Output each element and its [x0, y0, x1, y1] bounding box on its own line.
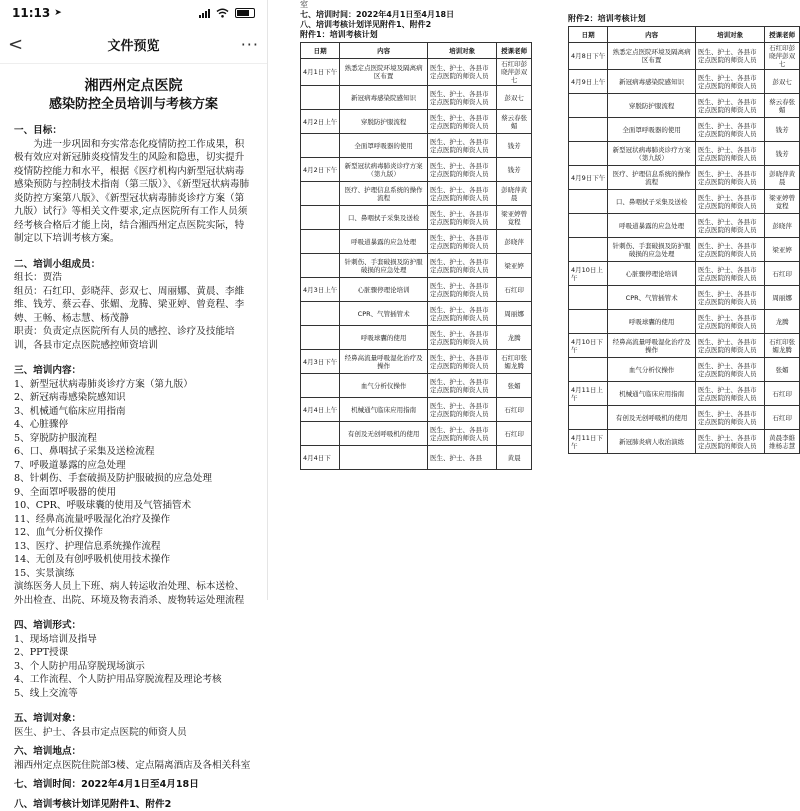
content-cell: 血气分析仪操作	[340, 374, 428, 398]
teacher-cell: 张媚	[765, 358, 800, 382]
target-cell: 医生、护士、各县市定点医院的师资人员	[428, 350, 497, 374]
teacher-cell: 周丽娜	[497, 302, 532, 326]
doc-line: 6、口、鼻咽拭子采集及送检流程	[14, 445, 253, 459]
date-cell	[569, 238, 608, 262]
table-row	[569, 406, 800, 430]
target-cell: 医生、护士、各县市定点医院的师资人员	[428, 230, 497, 254]
target-cell: 医生、护士、各县市定点医院的师资人员	[696, 70, 765, 94]
target-cell: 医生、护士、各县市定点医院的师资人员	[696, 238, 765, 262]
doc-line: 职责：负责定点医院所有人员的感控、诊疗及技能培训，各县市定点医院感控师资培训	[14, 325, 253, 352]
date-cell	[301, 422, 340, 446]
teacher-cell: 钱芳	[497, 158, 532, 182]
table-header: 内容	[340, 43, 428, 59]
teacher-cell: 石红印	[765, 382, 800, 406]
doc-line: 11、经鼻高流量呼吸湿化治疗及操作	[14, 513, 253, 527]
content-cell: 血气分析仪操作	[608, 358, 696, 382]
target-cell: 医生、护士、各县市定点医院的师资人员	[428, 110, 497, 134]
content-cell: 新型冠状病毒肺炎诊疗方案（第九版）	[608, 142, 696, 166]
doc-line: 15、实景演练	[14, 567, 253, 581]
target-cell: 医生、护士、各县市定点医院的师资人员	[428, 134, 497, 158]
content-cell: 心脏骤停理论培训	[340, 278, 428, 302]
date-cell: 4月2日上午	[301, 110, 340, 134]
target-cell: 医生、护士、各县市定点医院的师资人员	[696, 142, 765, 166]
date-cell: 4月2日下午	[301, 158, 340, 182]
table-row	[301, 446, 532, 470]
target-cell: 医生、护士、各县市定点医院的师资人员	[696, 286, 765, 310]
target-cell: 医生、护士、各县市定点医院的师资人员	[696, 262, 765, 286]
target-cell: 医生、护士、各县市定点医院的师资人员	[428, 278, 497, 302]
table-row	[569, 358, 800, 382]
teacher-cell: 龙腾	[765, 310, 800, 334]
doc-line: 8、针刺伤、手套破损及防护服破损的应急处理	[14, 472, 253, 486]
content-cell: 有创及无创呼吸机的使用	[608, 406, 696, 430]
teacher-cell: 彭双七	[765, 70, 800, 94]
more-options-button[interactable]: ···	[235, 35, 259, 54]
content-cell: 熟悉定点医院环境及隔离病区布置	[608, 43, 696, 70]
content-cell: 全面罩呼吸器的使用	[608, 118, 696, 142]
table-row	[301, 350, 532, 374]
back-button[interactable]: <	[8, 34, 32, 55]
table-body	[569, 43, 800, 454]
nav-bar	[0, 26, 267, 64]
section-heading: 三、培训内容：	[14, 364, 253, 378]
target-cell: 医生、护士、各县市定点医院的师资人员	[696, 406, 765, 430]
teacher-cell: 石红印张媚龙腾	[765, 334, 800, 358]
doc-line: 3、个人防护用品穿脱现场演示	[14, 660, 253, 674]
date-cell: 4月1日下午	[301, 59, 340, 86]
location-arrow-icon: ➤	[54, 8, 62, 18]
date-cell: 4月4日上午	[301, 398, 340, 422]
teacher-cell: 黄晨	[497, 446, 532, 470]
doc-line: 演练医务人员上下班、病人转运收治处理、标本送检、外出检查、出院、环境及物表消杀、废物转运处理流程	[14, 580, 253, 607]
teacher-cell: 蔡云春张媚	[765, 94, 800, 118]
date-cell	[301, 230, 340, 254]
table-row	[301, 326, 532, 350]
content-cell: 机械通气临床应用指南	[608, 382, 696, 406]
document-body	[0, 64, 267, 811]
teacher-cell: 彭晓萍	[765, 214, 800, 238]
date-cell: 4月9日上午	[569, 70, 608, 94]
teacher-cell: 石红印彭晓萍彭双七	[497, 59, 532, 86]
doc-line: 1、新型冠状病毒肺炎诊疗方案（第九版）	[14, 378, 253, 392]
teacher-cell: 石红印	[765, 406, 800, 430]
date-cell	[569, 406, 608, 430]
table-caption: 附件1：培训考核计划	[300, 30, 532, 40]
doc-line: 12、血气分析仪操作	[14, 526, 253, 540]
table-row	[301, 182, 532, 206]
section-heading: 六、培训地点：	[14, 745, 253, 759]
teacher-cell: 钱芳	[765, 118, 800, 142]
doc-line: 10、CPR、呼吸球囊的使用及气管插管术	[14, 499, 253, 513]
table-row	[301, 110, 532, 134]
date-cell: 4月11日上午	[569, 382, 608, 406]
table-row	[301, 134, 532, 158]
teacher-cell: 彭晓萍黄晨	[765, 166, 800, 190]
date-cell	[569, 142, 608, 166]
table-header: 培训对象	[428, 43, 497, 59]
document-page-1	[300, 0, 532, 600]
target-cell: 医生、护士、各县市定点医院的师资人员	[428, 206, 497, 230]
date-cell: 4月4日下	[301, 446, 340, 470]
table-header: 培训对象	[696, 27, 765, 43]
teacher-cell: 钱芳	[497, 134, 532, 158]
table-row	[569, 334, 800, 358]
teacher-cell: 黄晨李維维杨志慧	[765, 430, 800, 454]
teacher-cell: 梁亚婷曾竟程	[497, 206, 532, 230]
table-row	[301, 422, 532, 446]
target-cell: 医生、护士、各县市定点医院的师资人员	[696, 166, 765, 190]
doc-line: 9、全面罩呼吸器的使用	[14, 486, 253, 500]
teacher-cell: 彭双七	[497, 86, 532, 110]
date-cell	[569, 190, 608, 214]
teacher-cell: 石红印	[497, 422, 532, 446]
content-cell: 针刺伤、手套破损及防护服破损的应急处理	[608, 238, 696, 262]
doc-title-1: 湘西州定点医院	[14, 76, 253, 96]
content-cell: 经鼻高流量呼吸湿化治疗及操作	[340, 350, 428, 374]
table-row	[569, 262, 800, 286]
date-cell	[301, 302, 340, 326]
date-cell: 4月11日下午	[569, 430, 608, 454]
target-cell: 医生、护士、各县市定点医院的师资人员	[696, 94, 765, 118]
content-cell: 呼吸道暴露的应急处理	[608, 214, 696, 238]
table-header: 内容	[608, 27, 696, 43]
date-cell	[301, 86, 340, 110]
table-row	[569, 94, 800, 118]
teacher-cell: 石红印彭晓萍彭双七	[765, 43, 800, 70]
section-heading: 四、培训形式：	[14, 619, 253, 633]
table-row	[569, 382, 800, 406]
table-row	[569, 310, 800, 334]
table-header: 日期	[301, 43, 340, 59]
target-cell: 医生、护士、各县市定点医院的师资人员	[428, 374, 497, 398]
doc-line: 2、新冠病毒感染院感知识	[14, 391, 253, 405]
date-cell	[301, 254, 340, 278]
doc-line: 7、呼吸道暴露的应急处理	[14, 459, 253, 473]
doc-line: 组员：石红印、彭晓萍、彭双七、周丽娜、黄晨、李維维、钱芳、蔡云春、张媚、龙腾、梁亚婷、曾竟程、李娉、王畅、杨志慧、杨茂静	[14, 285, 253, 326]
table-row	[569, 142, 800, 166]
doc-line: 2、PPT授课	[14, 646, 253, 660]
table-row	[301, 230, 532, 254]
table-row	[301, 398, 532, 422]
doc-line: 14、无创及有创呼吸机使用技术操作	[14, 553, 253, 567]
teacher-cell: 张媚	[497, 374, 532, 398]
teacher-cell: 石红印	[765, 262, 800, 286]
teacher-cell: 蔡云春张媚	[497, 110, 532, 134]
content-cell: 呼吸道暴露的应急处理	[340, 230, 428, 254]
table-row	[569, 166, 800, 190]
date-cell	[569, 286, 608, 310]
target-cell: 医生、护士、各县市定点医院的师资人员	[696, 382, 765, 406]
teacher-cell: 石红印	[497, 278, 532, 302]
target-cell: 医生、护士、各县市定点医院的师资人员	[696, 43, 765, 70]
section-heading: 七、培训时间：2022年4月1日至4月18日	[14, 778, 253, 792]
table-header: 授课老师	[765, 27, 800, 43]
date-cell: 4月3日下午	[301, 350, 340, 374]
doc-line: 3、机械通气临床应用指南	[14, 405, 253, 419]
date-cell	[569, 118, 608, 142]
teacher-cell: 石红印张媚龙腾	[497, 350, 532, 374]
content-cell: 有创及无创呼吸机的使用	[340, 422, 428, 446]
date-cell	[569, 94, 608, 118]
teacher-cell: 钱芳	[765, 142, 800, 166]
content-cell	[340, 446, 428, 470]
table-row	[301, 302, 532, 326]
content-cell: 新冠病毒感染院感知识	[340, 86, 428, 110]
table-row	[301, 254, 532, 278]
table-row	[301, 158, 532, 182]
doc-line: 湘西州定点医院住院部3楼、定点隔离酒店及各相关科室	[14, 759, 253, 773]
content-cell: 医疗、护理信息系统的操作流程	[608, 166, 696, 190]
target-cell: 医生、护士、各县市定点医院的师资人员	[696, 310, 765, 334]
section-text: 为进一步巩固和夯实常态化疫情防控工作成果，积极有效应对新冠肺炎疫情发生的风险和隐患，切实提升疫情防控能力和水平，根据《医疗机构内新型冠状病毒感染预防与控制技术指南（第三版）》、《新型冠状病毒肺炎防控方案第八版》、《新型冠状病毒肺炎诊疗方案（第九版）试行》等相关文件要求,定点医院所有工作人员须经考核合格后才能上岗，结合湘西州定点医院实际，特制定以下培训考核方案。	[14, 138, 253, 246]
table-row	[301, 206, 532, 230]
table-header-row	[569, 27, 800, 43]
wifi-icon	[216, 8, 229, 18]
content-cell: 穿脱防护服流程	[608, 94, 696, 118]
doc-line: 1、现场培训及指导	[14, 633, 253, 647]
page-text: 室	[300, 0, 532, 10]
table-row	[569, 70, 800, 94]
document-page-2	[568, 0, 800, 600]
date-cell	[301, 134, 340, 158]
teacher-cell: 龙腾	[497, 326, 532, 350]
content-cell: 新型冠状病毒肺炎诊疗方案（第九版）	[340, 158, 428, 182]
content-cell: 机械通气临床应用指南	[340, 398, 428, 422]
phone-screen	[0, 0, 268, 600]
teacher-cell: 周丽娜	[765, 286, 800, 310]
content-cell: 呼吸球囊的使用	[608, 310, 696, 334]
date-cell	[569, 310, 608, 334]
section-heading: 二、培训小组成员：	[14, 258, 253, 272]
content-cell: 经鼻高流量呼吸湿化治疗及操作	[608, 334, 696, 358]
date-cell	[301, 182, 340, 206]
target-cell: 医生、护士、各县	[428, 446, 497, 470]
content-cell: 熟悉定点医院环境及隔离病区布置	[340, 59, 428, 86]
teacher-cell: 彭晓萍	[497, 230, 532, 254]
nav-title: 文件预览	[107, 35, 159, 54]
date-cell: 4月9日下午	[569, 166, 608, 190]
table-body	[301, 59, 532, 470]
schedule-table-2	[568, 26, 800, 454]
doc-line: 5、线上交流等	[14, 687, 253, 701]
teacher-cell: 彭晓萍黄晨	[497, 182, 532, 206]
table-row	[301, 374, 532, 398]
content-cell: 口、鼻咽拭子采集及送检	[608, 190, 696, 214]
content-cell: 新冠肺炎病人收治演练	[608, 430, 696, 454]
target-cell: 医生、护士、各县市定点医院的师资人员	[428, 398, 497, 422]
status-bar	[0, 0, 267, 26]
table-row	[569, 118, 800, 142]
target-cell: 医生、护士、各县市定点医院的师资人员	[428, 182, 497, 206]
table-row	[301, 278, 532, 302]
target-cell: 医生、护士、各县市定点医院的师资人员	[696, 334, 765, 358]
table-row	[569, 214, 800, 238]
target-cell: 医生、护士、各县市定点医院的师资人员	[696, 430, 765, 454]
doc-line: 4、心脏骤停	[14, 418, 253, 432]
table-header: 日期	[569, 27, 608, 43]
schedule-table-1	[300, 42, 532, 470]
content-cell: 呼吸球囊的使用	[340, 326, 428, 350]
table-row	[301, 86, 532, 110]
page-text: 八、培训考核计划详见附件1、附件2	[300, 20, 532, 30]
content-cell: 心脏骤停理论培训	[608, 262, 696, 286]
section-heading: 八、培训考核计划详见附件1、附件2	[14, 798, 253, 811]
table-header: 授课老师	[497, 43, 532, 59]
doc-line: 13、医疗、护理信息系统操作流程	[14, 540, 253, 554]
target-cell: 医生、护士、各县市定点医院的师资人员	[696, 214, 765, 238]
date-cell: 4月10日上午	[569, 262, 608, 286]
content-cell: 全面罩呼吸器的使用	[340, 134, 428, 158]
target-cell: 医生、护士、各县市定点医院的师资人员	[428, 59, 497, 86]
target-cell: 医生、护士、各县市定点医院的师资人员	[696, 358, 765, 382]
date-cell	[301, 326, 340, 350]
status-time: 11:13	[12, 6, 50, 20]
signal-icon	[199, 8, 210, 18]
date-cell	[569, 358, 608, 382]
content-cell: CPR、气管插管术	[340, 302, 428, 326]
table-header-row	[301, 43, 532, 59]
content-cell: CPR、气管插管术	[608, 286, 696, 310]
doc-line: 5、穿脱防护服流程	[14, 432, 253, 446]
target-cell: 医生、护士、各县市定点医院的师资人员	[428, 254, 497, 278]
teacher-cell: 石红印	[497, 398, 532, 422]
table-row	[569, 238, 800, 262]
section-heading: 一、目标：	[14, 124, 253, 138]
table-row	[569, 43, 800, 70]
teacher-cell: 梁亚婷	[497, 254, 532, 278]
date-cell	[301, 206, 340, 230]
date-cell: 4月10日下午	[569, 334, 608, 358]
doc-line: 医生、护士、各县市定点医院的师资人员	[14, 726, 253, 740]
target-cell: 医生、护士、各县市定点医院的师资人员	[428, 326, 497, 350]
doc-line: 4、工作流程、个人防护用品穿脱流程及理论考核	[14, 673, 253, 687]
content-cell: 针刺伤、手套破损及防护服破损的应急处理	[340, 254, 428, 278]
table-caption: 附件2：培训考核计划	[568, 14, 800, 24]
target-cell: 医生、护士、各县市定点医院的师资人员	[428, 86, 497, 110]
battery-icon	[235, 8, 255, 18]
table-row	[301, 59, 532, 86]
target-cell: 医生、护士、各县市定点医院的师资人员	[428, 302, 497, 326]
content-cell: 新冠病毒感染院感知识	[608, 70, 696, 94]
page-text: 七、培训时间：2022年4月1日至4月18日	[300, 10, 532, 20]
date-cell	[301, 374, 340, 398]
target-cell: 医生、护士、各县市定点医院的师资人员	[428, 158, 497, 182]
target-cell: 医生、护士、各县市定点医院的师资人员	[428, 422, 497, 446]
teacher-cell: 梁亚婷曾竟程	[765, 190, 800, 214]
content-cell: 医疗、护理信息系统的操作流程	[340, 182, 428, 206]
date-cell: 4月3日上午	[301, 278, 340, 302]
teacher-cell: 梁亚婷	[765, 238, 800, 262]
target-cell: 医生、护士、各县市定点医院的师资人员	[696, 118, 765, 142]
section-heading: 五、培训对象：	[14, 712, 253, 726]
table-row	[569, 430, 800, 454]
content-cell: 口、鼻咽拭子采集及送检	[340, 206, 428, 230]
doc-line: 组长：贾浩	[14, 271, 253, 285]
table-row	[569, 190, 800, 214]
table-row	[569, 286, 800, 310]
content-cell: 穿脱防护服流程	[340, 110, 428, 134]
date-cell	[569, 214, 608, 238]
target-cell: 医生、护士、各县市定点医院的师资人员	[696, 190, 765, 214]
doc-title-2: 感染防控全员培训与考核方案	[14, 96, 253, 114]
date-cell: 4月8日下午	[569, 43, 608, 70]
